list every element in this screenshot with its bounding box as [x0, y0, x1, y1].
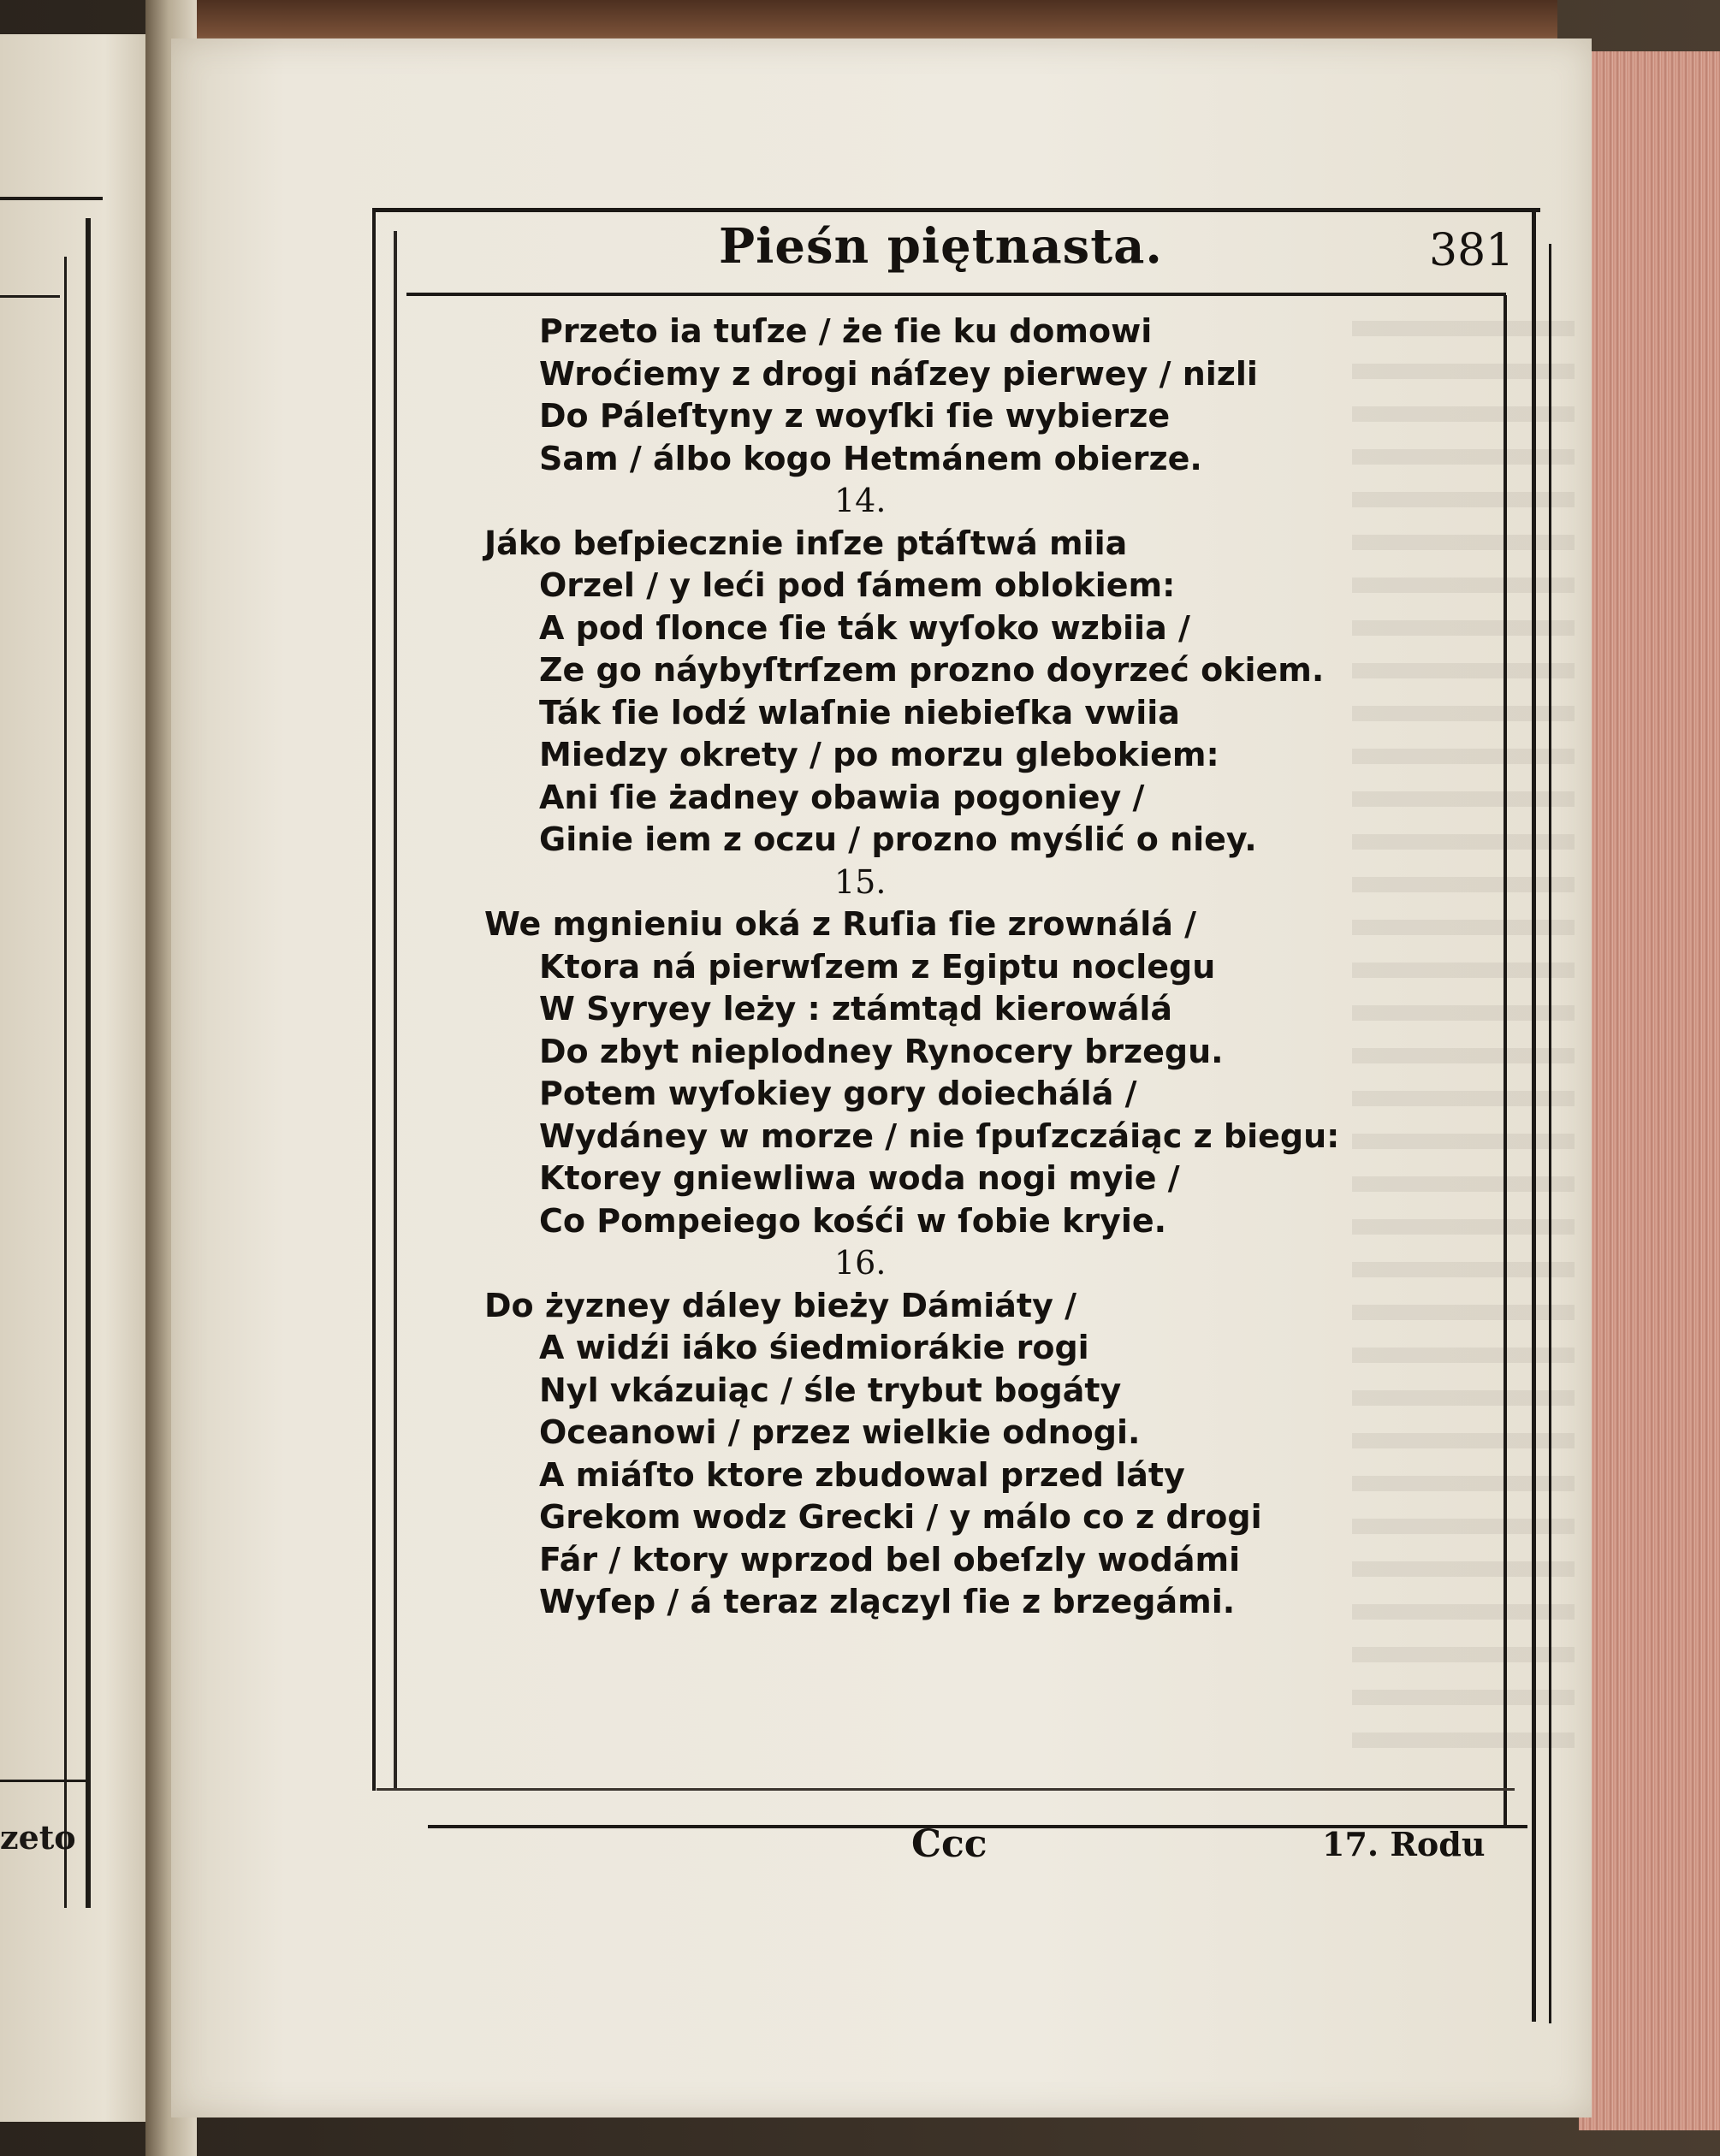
left-frame-rule	[0, 1780, 90, 1782]
left-page-catchword: zeto	[0, 1818, 76, 1857]
left-frame-rule	[0, 197, 103, 200]
verse-line: W Syryey leży : ztámtąd kierowálá	[539, 990, 1172, 1028]
verse-line: Co Pompeiego kośći w ſobie kryie.	[539, 1201, 1167, 1240]
verse-line: Ták ſie lodź wlaſnie niebieſka vwiia	[539, 693, 1180, 732]
verse-line: Ani ſie żadney obawia pogoniey /	[539, 778, 1145, 816]
verse-line: Ktora ná pierwſzem z Egiptu noclegu	[539, 947, 1216, 986]
verse-line: Przeto ia tuſze / że ſie ku domowi	[539, 312, 1153, 350]
frame-rule-top-inner	[406, 293, 1506, 296]
left-page	[0, 34, 151, 2122]
left-frame-rule	[86, 218, 91, 1908]
stanza-number: 16.	[834, 1244, 887, 1282]
right-page	[171, 38, 1592, 2118]
signature-mark: Ccc	[911, 1822, 988, 1866]
verse-line: Do Páleſtyny z woyſki ſie wybierze	[539, 397, 1171, 435]
verse-line: Wydáney w morze / nie ſpuſzczáiąc z biegu:	[539, 1116, 1340, 1155]
frame-rule-top	[372, 208, 1540, 212]
verse-line: Jáko beſpiecznie inſze ptáſtwá miia	[484, 524, 1128, 562]
page-fore-edge	[1579, 51, 1720, 2130]
verse-line: Do zbyt nieplodney Rynocery brzegu.	[539, 1032, 1224, 1070]
stanza-number: 14.	[834, 482, 887, 519]
verse-line: A widźi iáko śiedmiorákie rogi	[539, 1329, 1089, 1366]
verse-line: We mgnieniu oká z Ruſia ſie zrownálá /	[484, 905, 1197, 943]
verse-line: Oceanowi / przez wielkie odnogi.	[539, 1413, 1141, 1451]
verse-line: Wroćiemy z drogi náſzey pierwey / nizli	[539, 354, 1258, 393]
verse-line: A miáſto ktore zbudowal przed láty	[539, 1455, 1185, 1494]
frame-rule-bottom-inner	[377, 1788, 1515, 1791]
frame-rule-left-inner	[394, 231, 397, 1788]
running-title: Pieśn piętnasta.	[719, 218, 1163, 275]
frame-rule-right-inner	[1504, 295, 1507, 1827]
verse-line: Orzel / y leći pod ſámem oblokiem:	[539, 566, 1176, 604]
left-frame-rule	[64, 257, 67, 1908]
verse-line: Sam / álbo kogo Hetmánem obierze.	[539, 439, 1202, 477]
page-number: 381	[1429, 225, 1515, 276]
verse-line: Ktorey gniewliwa woda nogi myie /	[539, 1159, 1180, 1197]
frame-rule-right	[1532, 208, 1536, 2022]
stanza-number: 15.	[834, 862, 887, 901]
verse-line: Grekom wodz Grecki / y málo co z drogi	[539, 1498, 1262, 1536]
frame-rule-right-outer	[1549, 244, 1551, 2023]
verse-line: A pod ſlonce ſie ták wyſoko wzbiia /	[539, 608, 1190, 647]
verse-line: Miedzy okrety / po morzu glebokiem:	[539, 736, 1219, 773]
verse-line: Do żyzney dáley bieży Dámiáty /	[484, 1286, 1076, 1324]
verse-line: Ginie iem z oczu / prozno myślić o niey.	[539, 820, 1257, 858]
left-frame-rule	[0, 295, 60, 298]
verse-line: Wyſep / á teraz zlączyl ſie z brzegámi.	[539, 1583, 1236, 1620]
frame-rule-left	[372, 208, 376, 1791]
poem-text	[484, 311, 1498, 1624]
verse-line: Potem wyſokiey gory doiechálá /	[539, 1075, 1137, 1112]
verse-line: Nyl vkázuiąc / śle trybut bogáty	[539, 1371, 1122, 1409]
catchword: 17. Rodu	[1322, 1825, 1486, 1863]
verse-line: Fár / ktory wprzod bel obeſzly wodámi	[539, 1540, 1241, 1578]
verse-line: Ze go náybyſtrſzem prozno doyrzeć okiem.	[539, 651, 1325, 689]
